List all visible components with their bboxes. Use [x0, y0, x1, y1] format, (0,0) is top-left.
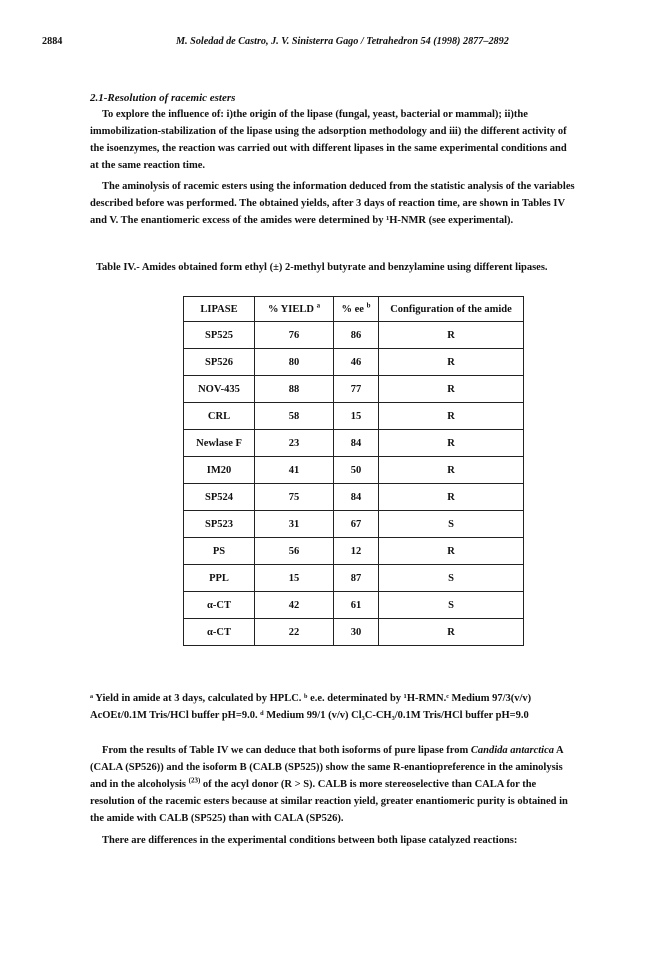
- table-footnote: [90, 690, 610, 724]
- table-row: [184, 430, 524, 457]
- cell-configuration: R: [379, 538, 524, 565]
- cell-configuration: S: [379, 592, 524, 619]
- table-row: [184, 403, 524, 430]
- table-caption-label: Table IV.-: [96, 262, 140, 273]
- table-row: [184, 538, 524, 565]
- cell-yield: 76: [255, 322, 334, 349]
- cell-yield: 56: [255, 538, 334, 565]
- cell-ee: 12: [334, 538, 379, 565]
- text-line: the amide with CALB (SP525) than with CALA (SP526).: [90, 813, 344, 824]
- cell-ee: 67: [334, 511, 379, 538]
- cell-ee: 84: [334, 484, 379, 511]
- text-line: There are differences in the experimental conditions between both lipase catalyzed reactions:: [102, 835, 518, 846]
- cell-configuration: S: [379, 511, 524, 538]
- cell-lipase: SP526: [184, 349, 255, 376]
- footnote-line: ᵃ Yield in amide at 3 days, calculated by HPLC. ᵇ e.e. determinated by ¹H-RMN.ᶜ Medium 97/3(v/v): [90, 693, 532, 704]
- text-line: the isoenzymes, the reaction was carried out with different lipases in the same experimental conditions and: [90, 143, 567, 154]
- cell-configuration: S: [379, 565, 524, 592]
- header-configuration: Configuration of the amide: [379, 297, 524, 322]
- cell-yield: 23: [255, 430, 334, 457]
- header-lipase: LIPASE: [184, 297, 255, 322]
- paragraph-4: [90, 832, 610, 849]
- text-line: From the results of Table IV we can deduce that both isoforms of pure lipase from Candida antarctica A: [102, 745, 564, 756]
- cell-yield: 75: [255, 484, 334, 511]
- section-title: 2.1-Resolution of racemic esters: [90, 92, 236, 104]
- cell-lipase: SP524: [184, 484, 255, 511]
- cell-lipase: α-CT: [184, 592, 255, 619]
- cell-ee: 87: [334, 565, 379, 592]
- cell-lipase: Newlase F: [184, 430, 255, 457]
- text-line: immobilization-stabilization of the lipase using the adsorption methodology and iii) the different activity of: [90, 126, 567, 137]
- text-line: and in the alcoholysis $^{(23)}$ of the acyl donor (R > S). CALB is more stereoselective than CALA for the: [90, 776, 537, 790]
- cell-yield: 88: [255, 376, 334, 403]
- text-line: (CALA (SP526)) and the isoform B (CALB (SP525)) show the same R-enantiopreference in the aminolysis: [90, 762, 563, 773]
- cell-lipase: SP523: [184, 511, 255, 538]
- cell-yield: 22: [255, 619, 334, 646]
- table-row: [184, 619, 524, 646]
- cell-lipase: NOV-435: [184, 376, 255, 403]
- cell-lipase: SP525: [184, 322, 255, 349]
- table-caption: [96, 262, 548, 273]
- footnote-line: AcOEt/0.1M Tris/HCl buffer pH=9.0. ᵈ Medium 99/1 (v/v) Cl₃C-CH₃/0.1M Tris/HCl buffer pH=9.0: [90, 710, 529, 721]
- lipase-table: [183, 296, 524, 646]
- table-row: [184, 592, 524, 619]
- cell-configuration: R: [379, 430, 524, 457]
- table-row: [184, 457, 524, 484]
- reference-mark: (23): [188, 776, 201, 785]
- cell-ee: 84: [334, 430, 379, 457]
- cell-configuration: R: [379, 457, 524, 484]
- page-number: 2884: [42, 36, 63, 47]
- header-yield: % YIELD $^a$: [255, 297, 334, 322]
- cell-lipase: α-CT: [184, 619, 255, 646]
- table-header-row: [184, 297, 524, 322]
- text-line: described before was performed. The obtained yields, after 3 days of reaction time, are shown in Tables IV: [90, 198, 566, 209]
- running-head: M. Soledad de Castro, J. V. Sinisterra Gago / Tetrahedron 54 (1998) 2877–2892: [176, 36, 509, 47]
- text-line: The aminolysis of racemic esters using the information deduced from the statistic analysis of the variables: [102, 181, 575, 192]
- cell-yield: 58: [255, 403, 334, 430]
- cell-ee: 86: [334, 322, 379, 349]
- cell-lipase: PS: [184, 538, 255, 565]
- cell-ee: 77: [334, 376, 379, 403]
- paragraph-2: [90, 178, 610, 229]
- cell-configuration: R: [379, 619, 524, 646]
- table-caption-text: Amides obtained form ethyl (±) 2-methyl butyrate and benzylamine using different lipases.: [139, 262, 548, 273]
- cell-configuration: R: [379, 484, 524, 511]
- cell-configuration: R: [379, 349, 524, 376]
- table-row: [184, 484, 524, 511]
- table-row: [184, 511, 524, 538]
- page-header: [42, 36, 630, 50]
- cell-configuration: R: [379, 322, 524, 349]
- cell-yield: 41: [255, 457, 334, 484]
- cell-configuration: R: [379, 376, 524, 403]
- text-line: resolution of the racemic esters because at similar reaction yield, greater enantiomeric purity is obtained in: [90, 796, 568, 807]
- cell-ee: 46: [334, 349, 379, 376]
- cell-yield: 80: [255, 349, 334, 376]
- table-row: [184, 322, 524, 349]
- table-row: [184, 565, 524, 592]
- text-line: To explore the influence of: i)the origin of the lipase (fungal, yeast, bacterial or mammal); ii)the: [102, 109, 528, 120]
- cell-yield: 42: [255, 592, 334, 619]
- header-ee: % ee $^b$: [334, 297, 379, 322]
- cell-yield: 31: [255, 511, 334, 538]
- cell-configuration: R: [379, 403, 524, 430]
- paragraph-3: [90, 742, 610, 827]
- cell-ee: 30: [334, 619, 379, 646]
- cell-ee: 61: [334, 592, 379, 619]
- species-name: Candida antarctica: [470, 745, 555, 756]
- cell-ee: 15: [334, 403, 379, 430]
- cell-ee: 50: [334, 457, 379, 484]
- paragraph-1: [90, 106, 610, 174]
- text-line: and V. The enantiomeric excess of the amides were determined by ¹H-NMR (see experimental).: [90, 215, 514, 226]
- cell-lipase: CRL: [184, 403, 255, 430]
- cell-lipase: IM20: [184, 457, 255, 484]
- cell-yield: 15: [255, 565, 334, 592]
- cell-lipase: PPL: [184, 565, 255, 592]
- table-row: [184, 349, 524, 376]
- table-row: [184, 376, 524, 403]
- text-line: at the same reaction time.: [90, 160, 205, 171]
